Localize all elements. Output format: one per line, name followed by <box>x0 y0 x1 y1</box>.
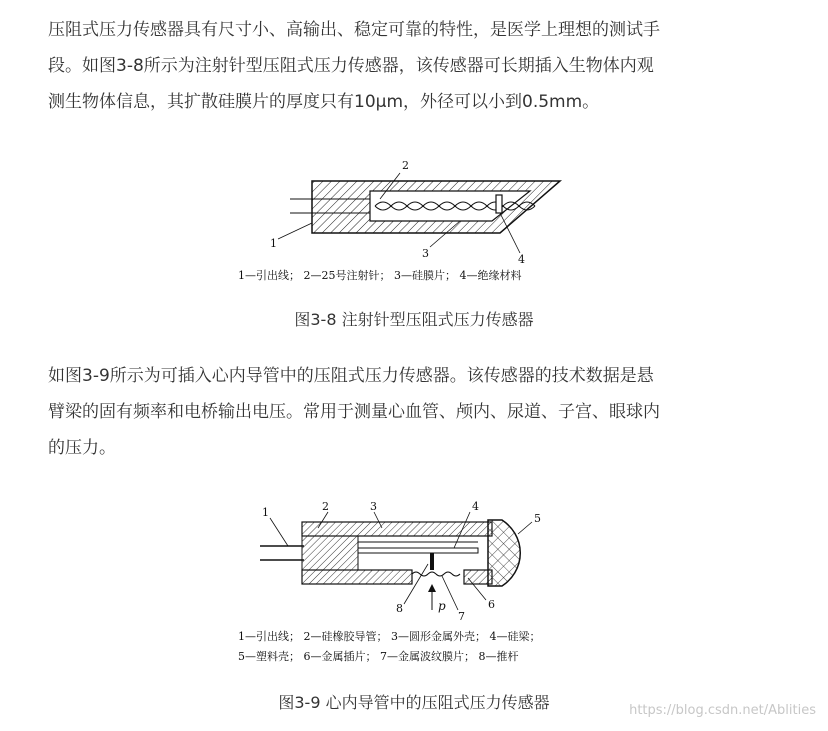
label-4: 4 <box>518 253 525 266</box>
label-3: 3 <box>370 500 377 513</box>
text-line: 测生物体信息，其扩散硅膜片的厚度只有10μm，外径可以小到0.5mm。 <box>48 92 600 112</box>
figure-caption: 图3-8 注射针型压阻式压力传感器 <box>294 310 534 329</box>
label-1: 1 <box>262 506 269 519</box>
figure-caption: 图3-9 心内导管中的压阻式压力传感器 <box>278 693 550 712</box>
plastic-tip <box>488 520 520 586</box>
label-4: 4 <box>472 500 479 513</box>
figure-legend-line2: 5—塑料壳； 6—金属插片； 7—金属波纹膜片； 8—推杆 <box>238 650 519 663</box>
text-line: 臂梁的固有频率和电桥输出电压。常用于测量心血管、颅内、尿道、子宫、眼球内 <box>48 402 660 422</box>
watermark: https://blog.csdn.net/Ablities <box>629 703 816 718</box>
label-1: 1 <box>270 237 277 250</box>
text-line: 如图3-9所示为可插入心内导管中的压阻式压力传感器。该传感器的技术数据是悬 <box>48 366 654 386</box>
figure-3-9-diagram <box>232 498 592 668</box>
label-3: 3 <box>422 247 429 260</box>
silicon-beam <box>358 548 478 553</box>
label-5: 5 <box>534 512 541 525</box>
pressure-label: p <box>438 599 446 613</box>
figure-legend: 1—引出线； 2—25号注射针； 3—硅膜片； 4—绝缘材料 <box>238 269 522 282</box>
push-rod <box>430 553 434 570</box>
label-2: 2 <box>322 500 329 513</box>
label-8: 8 <box>396 602 403 615</box>
catheter-shell-bottom <box>302 570 412 584</box>
paragraph-catheter <box>48 358 788 466</box>
paragraph-intro <box>48 12 788 120</box>
label-7: 7 <box>458 610 465 623</box>
catheter-shell-top <box>302 522 492 536</box>
silicon-chip <box>496 195 502 213</box>
figure-legend-line1: 1—引出线； 2—硅橡胶导管； 3—圆形金属外壳； 4—硅梁； <box>238 630 541 643</box>
text-line: 的压力。 <box>48 438 116 458</box>
label-6: 6 <box>488 598 495 611</box>
text-line: 段。如图3-8所示为注射针型压阻式压力传感器，该传感器可长期插入生物体内观 <box>48 56 654 76</box>
bellows-membrane <box>412 572 460 576</box>
label-2: 2 <box>402 159 409 172</box>
figure-3-8-diagram <box>230 155 610 285</box>
text-line: 压阻式压力传感器具有尺寸小、高输出、稳定可靠的特性，是医学上理想的测试手 <box>48 20 660 40</box>
